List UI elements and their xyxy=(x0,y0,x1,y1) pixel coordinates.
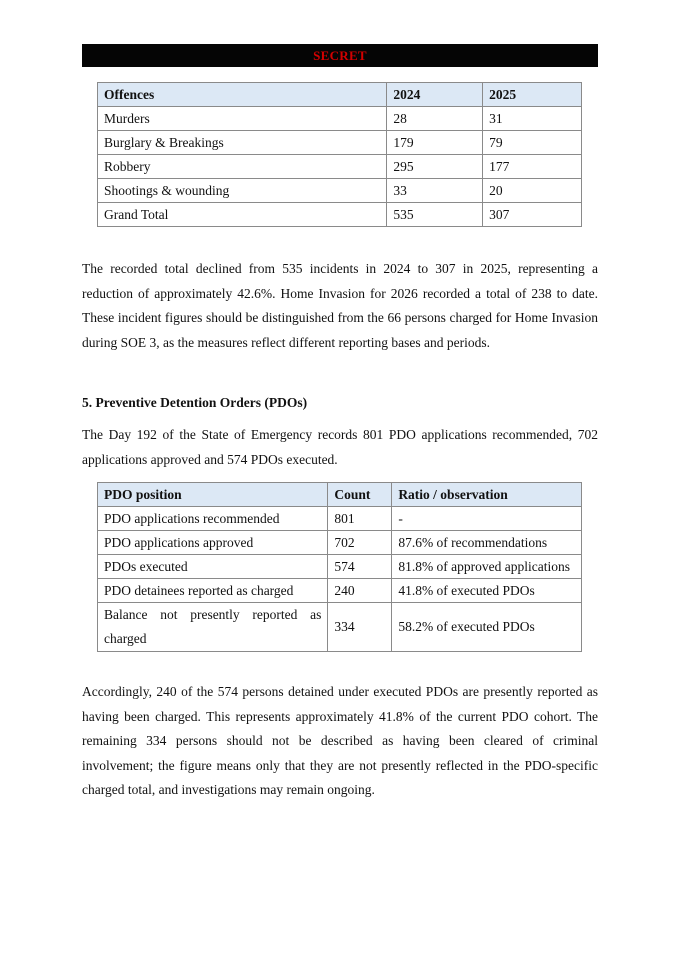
table-header-row xyxy=(98,483,582,507)
table-cell: Robbery xyxy=(98,155,387,179)
pdo-intro-paragraph: The Day 192 of the State of Emergency records 801 PDO applications recommended, 702 applications approved and 574 PDOs executed. xyxy=(82,427,598,467)
table-cell: PDO applications approved xyxy=(98,531,328,555)
table-cell: 58.2% of executed PDOs xyxy=(392,603,582,652)
table-row xyxy=(98,203,582,227)
offences-table xyxy=(97,82,582,227)
table-cell: 79 xyxy=(483,131,582,155)
table-cell: Murders xyxy=(98,107,387,131)
table-cell: 87.6% of recommendations xyxy=(392,531,582,555)
table-cell: 574 xyxy=(328,555,392,579)
table-cell: 535 xyxy=(387,203,483,227)
table-cell: 20 xyxy=(483,179,582,203)
table-cell: 307 xyxy=(483,203,582,227)
table-cell: Balance not presently reported as charged xyxy=(98,603,328,652)
table-cell: - xyxy=(392,507,582,531)
column-header: PDO position xyxy=(98,483,328,507)
table-cell: 81.8% of approved applications xyxy=(392,555,582,579)
offences-summary-paragraph: The recorded total declined from 535 incidents in 2024 to 307 in 2025, representing a reduction of approximately 42.6%. Home Invasion for 2026 recorded a total of 238 to date. These incident figures should be distinguished from the 66 persons charged for Home Invasion during SOE 3, as the measures reflect different reporting bases and periods. xyxy=(82,261,598,350)
table-row xyxy=(98,131,582,155)
table-row xyxy=(98,531,582,555)
table-row xyxy=(98,155,582,179)
column-header: 2025 xyxy=(483,83,582,107)
table-cell: 334 xyxy=(328,603,392,652)
table-cell: 41.8% of executed PDOs xyxy=(392,579,582,603)
table-row xyxy=(98,579,582,603)
table-row xyxy=(98,107,582,131)
table-cell: 179 xyxy=(387,131,483,155)
table-cell: 33 xyxy=(387,179,483,203)
section-heading: 5. Preventive Detention Orders (PDOs) xyxy=(82,395,308,410)
table-cell: 801 xyxy=(328,507,392,531)
table-cell: Grand Total xyxy=(98,203,387,227)
table-row xyxy=(98,179,582,203)
column-header: Count xyxy=(328,483,392,507)
table-cell: PDO applications recommended xyxy=(98,507,328,531)
classification-banner: SECRET xyxy=(82,44,598,67)
table-header-row xyxy=(98,83,582,107)
column-header: Ratio / observation xyxy=(392,483,582,507)
table-row xyxy=(98,603,582,652)
column-header: 2024 xyxy=(387,83,483,107)
table-cell: 177 xyxy=(483,155,582,179)
table-cell: PDO detainees reported as charged xyxy=(98,579,328,603)
table-cell: 28 xyxy=(387,107,483,131)
table-cell: Burglary & Breakings xyxy=(98,131,387,155)
table-cell: 240 xyxy=(328,579,392,603)
pdo-table xyxy=(97,482,582,652)
table-cell: Shootings & wounding xyxy=(98,179,387,203)
table-cell: 31 xyxy=(483,107,582,131)
column-header: Offences xyxy=(98,83,387,107)
table-cell: PDOs executed xyxy=(98,555,328,579)
table-row xyxy=(98,507,582,531)
pdo-summary-paragraph: Accordingly, 240 of the 574 persons detained under executed PDOs are presently reported as having been charged. This represents approximately 41.8% of the current PDO cohort. The remaining 334 persons should not be described as having been cleared of criminal involvement; the figure means only that they are not presently reflected in the PDO-specific charged total, and investigations may remain ongoing. xyxy=(82,684,598,797)
table-row xyxy=(98,555,582,579)
table-cell: 702 xyxy=(328,531,392,555)
table-cell: 295 xyxy=(387,155,483,179)
